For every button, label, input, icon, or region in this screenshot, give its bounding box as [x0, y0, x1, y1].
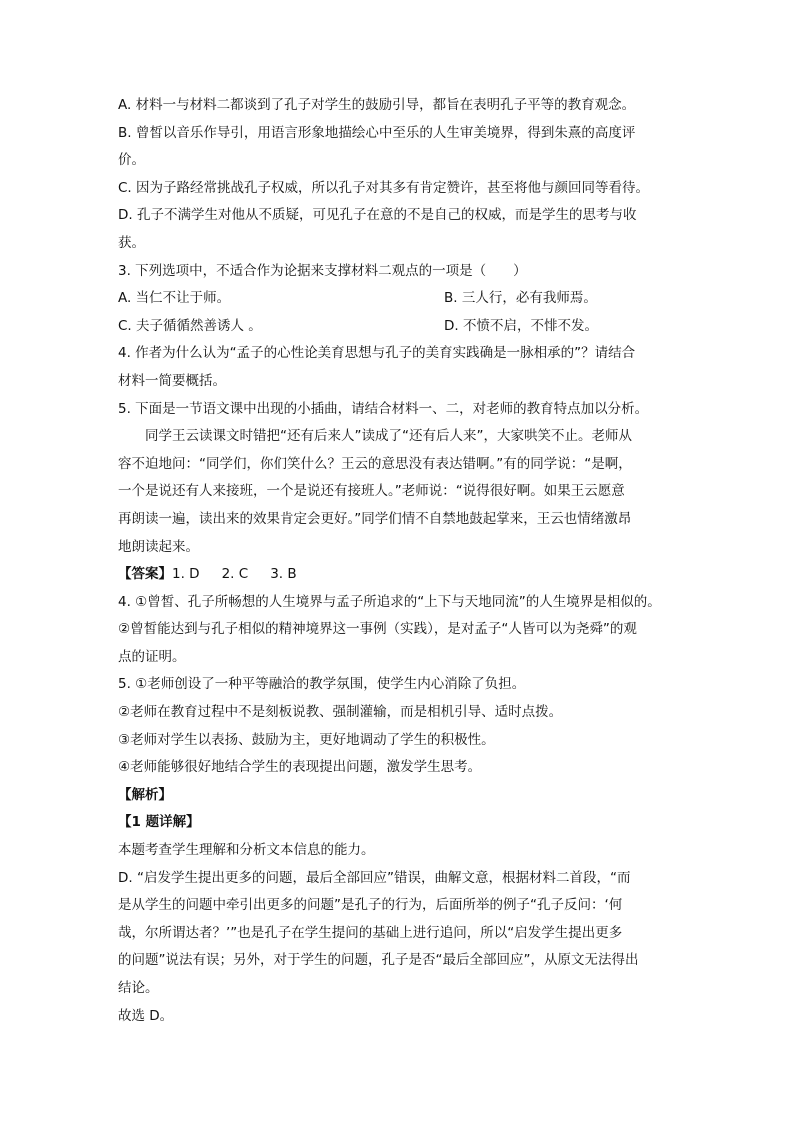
answer-5-line: 5. ①老师创设了一种平等融洽的教学氛围，使学生内心消除了负担。 [118, 676, 526, 693]
answer-1: 1. D [172, 566, 200, 583]
q3-option-a: A. 当仁不让于师。 [118, 290, 231, 307]
q3-option-b: B. 三人行，必有我师焉。 [444, 290, 597, 307]
answer-3: 3. B [270, 566, 297, 583]
answer-label: 【答案】 [118, 566, 172, 583]
analysis-line: D. “启发学生提出更多的问题，最后全部回应”错误，曲解文意，根据材料二首段，“而 [118, 869, 631, 886]
analysis-label: 【解析】 [118, 786, 172, 803]
q2-option-d: D. 孔子不满学生对他从不质疑，可见孔子在意的不是自己的权威，而是学生的思考与收 [118, 207, 637, 224]
answer-4-line: ②曾皙能达到与孔子相似的精神境界这一事例（实践），是对孟子“人皆可以为尧舜”的观 [118, 621, 637, 638]
q3-option-c: C. 夫子循循然善诱人 。 [118, 317, 262, 334]
answer-4-line: 点的证明。 [118, 648, 186, 665]
answer-header [118, 561, 678, 589]
q2-option-a: A. 材料一与材料二都谈到了孔子对学生的鼓励引导，都旨在表明孔子平等的教育观念。 [118, 97, 636, 113]
document-page [118, 92, 678, 1030]
answer-5-line: ④老师能够很好地结合学生的表现提出问题，激发学生思考。 [118, 759, 482, 776]
answer-2: 2. C [221, 566, 249, 583]
q5-stem: 5. 下面是一节语文课中出现的小插曲，请结合材料一、二，对老师的教育特点加以分析。 [118, 400, 649, 417]
q2-option-c: C. 因为子路经常挑战孔子权威，所以孔子对其多有肯定赞许，甚至将他与颜回同等看待。 [118, 179, 650, 196]
q2-option-d-continued: 获。 [118, 234, 145, 251]
q2-option-b: B. 曾皙以音乐作导引，用语言形象地描绘心中至乐的人生审美境界，得到朱熹的高度评 [118, 124, 636, 141]
answer-5-line: ②老师在教育过程中不是刻板说教、强制灌输，而是相机引导、适时点拨。 [118, 704, 563, 721]
q5-passage-line: 再朗读一遍，读出来的效果肯定会更好。”同学们情不自禁地鼓起掌来，王云也情绪激昂 [118, 510, 632, 527]
analysis-line: 结论。 [118, 980, 159, 996]
q5-passage-line: 同学王云读课文时错把“还有后来人”读成了“还有后人来”，大家哄笑不止。老师从 [145, 428, 632, 445]
q5-passage-line: 地朗读起来。 [118, 538, 199, 555]
analysis-line: 的问题”说法有误；另外，对于学生的问题，孔子是否“最后全部回应”，从原文无法得出 [118, 952, 639, 969]
q3-option-d: D. 不愤不启，不悱不发。 [444, 317, 598, 334]
analysis-line: 哉，尔所谓达者？’”也是孔子在学生提问的基础上进行追问，所以“启发学生提出更多 [118, 924, 623, 941]
analysis-sub-label: 【1 题详解】 [118, 814, 200, 831]
answer-5-line: ③老师对学生以表扬、鼓励为主，更好地调动了学生的积极性。 [118, 731, 495, 748]
q3-options-row-2 [118, 313, 678, 341]
q5-passage-line: 容不迫地问：“同学们，你们笑什么？王云的意思没有表达错啊。”有的同学说：“是啊， [118, 455, 632, 472]
q3-stem: 3. 下列选项中，不适合作为论据来支撑材料二观点的一项是（ ） [118, 262, 527, 279]
analysis-line: 是从学生的问题中牵引出更多的问题”是孔子的行为，后面所举的例子“孔子反问：‘何 [118, 897, 623, 914]
q4-stem-continued: 材料一简要概括。 [118, 372, 226, 389]
analysis-line: 本题考查学生理解和分析文本信息的能力。 [118, 842, 375, 859]
analysis-conclusion: 故选 D。 [118, 1007, 174, 1024]
q5-passage-line: 一个是说还有人来接班，一个是说还有接班人。”老师说：“说得很好啊。如果王云愿意 [118, 483, 625, 500]
q3-options-row-1 [118, 285, 678, 313]
q4-stem: 4. 作者为什么认为“孟子的心性论美育思想与孔子的美育实践确是一脉相承的”？请结合 [118, 345, 636, 362]
q2-option-b-continued: 价。 [118, 152, 145, 169]
answer-4-line: 4. ①曾皙、孔子所畅想的人生境界与孟子所追求的“上下与天地同流”的人生境界是相似的。 [118, 593, 661, 610]
